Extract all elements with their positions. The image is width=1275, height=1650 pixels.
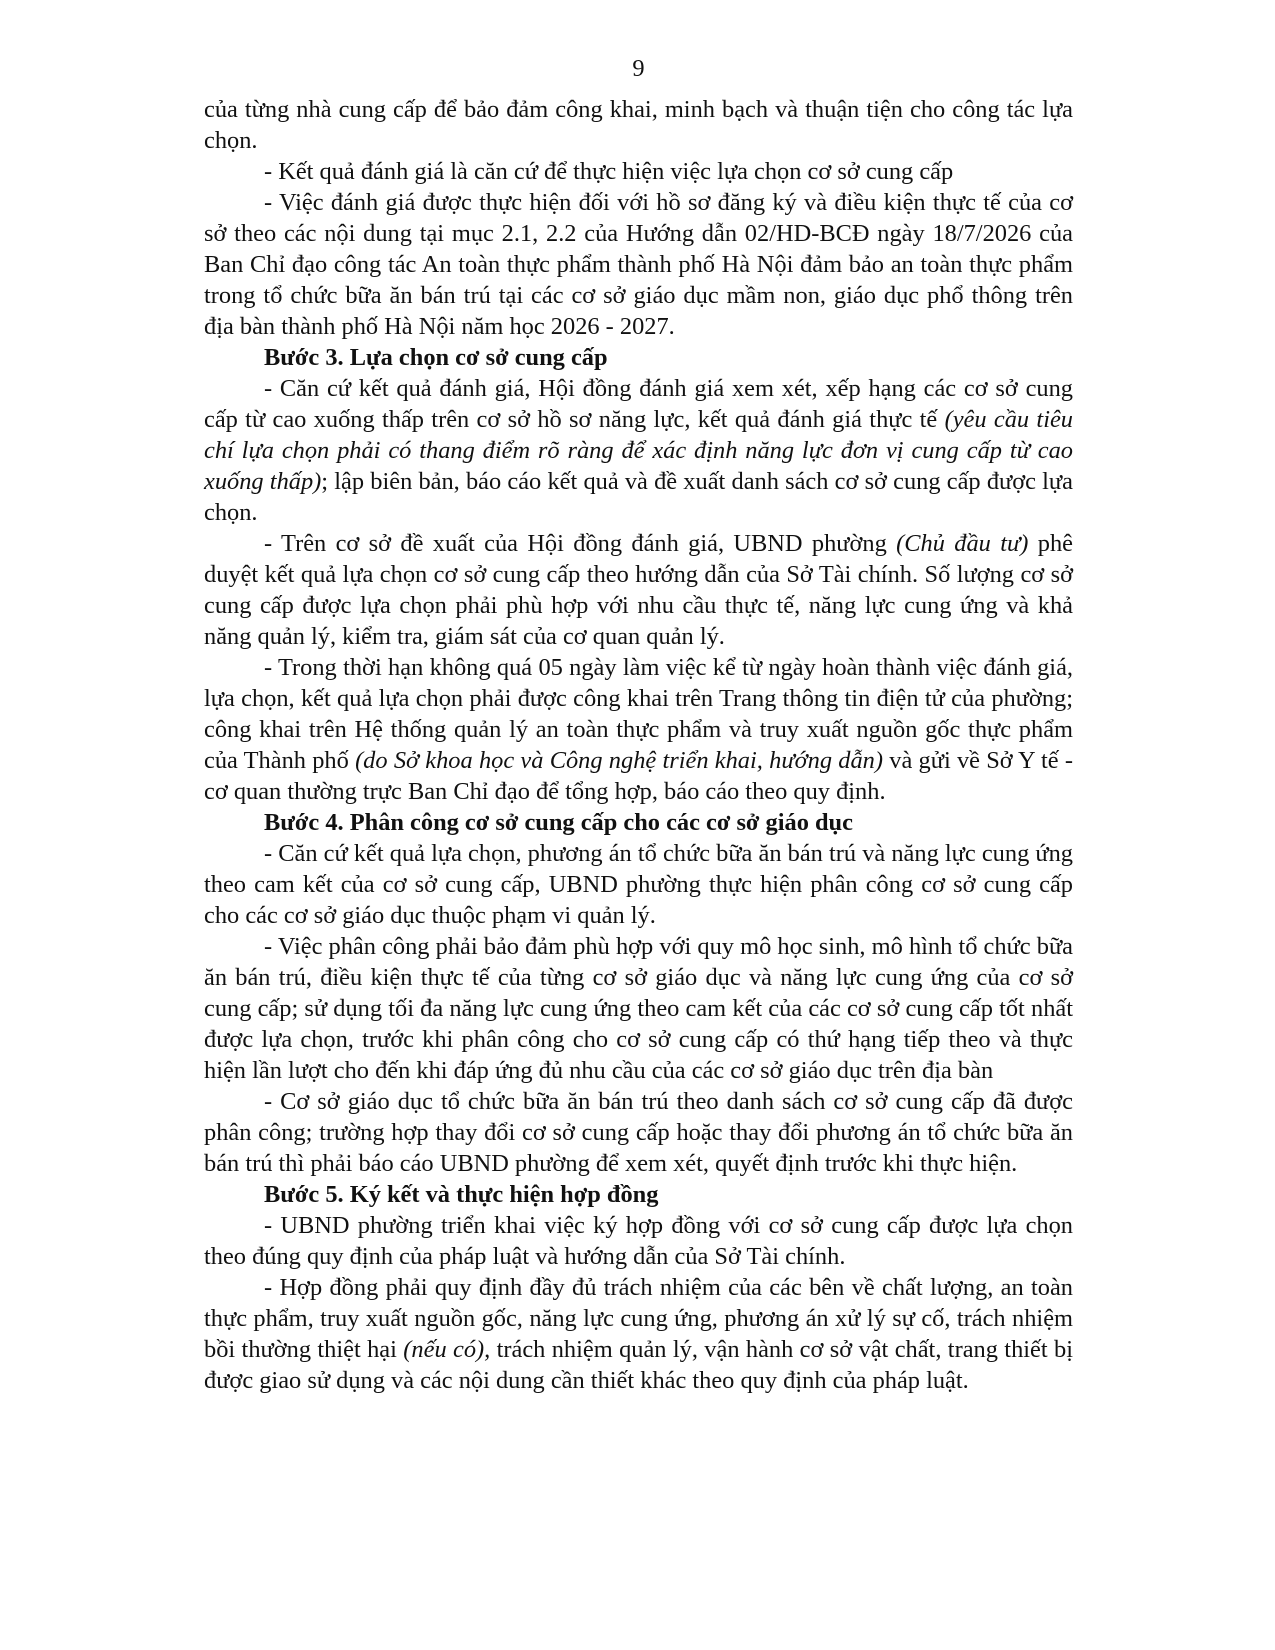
body-paragraph: [204, 1272, 1073, 1396]
body-paragraph: [204, 528, 1073, 652]
text-run: ; lập biên bản, báo cáo kết quả và đề xuất danh sách cơ sở cung cấp được lựa chọn.: [204, 468, 1073, 526]
body-paragraph: [204, 652, 1073, 807]
document-body: [204, 94, 1073, 1396]
text-run: - Cơ sở giáo dục tổ chức bữa ăn bán trú theo danh sách cơ sở cung cấp đã được phân công; trường hợp thay đổi cơ sở cung cấp hoặc thay đổi phương án tổ chức bữa ăn bán trú thì phải báo cáo UBND phường để xem xét, quyết định trước khi thực hiện.: [204, 1088, 1073, 1177]
text-run: Bước 4. Phân công cơ sở cung cấp cho các cơ sở giáo dục: [264, 809, 853, 836]
body-paragraph: [204, 373, 1073, 528]
italic-text: (do Sở khoa học và Công nghệ triển khai, hướng dẫn): [355, 747, 883, 774]
body-paragraph: [204, 187, 1073, 342]
text-run: Bước 5. Ký kết và thực hiện hợp đồng: [264, 1181, 659, 1208]
text-run: - Việc đánh giá được thực hiện đối với hồ sơ đăng ký và điều kiện thực tế của cơ sở theo các nội dung tại mục 2.1, 2.2 của Hướng dẫn 02/HD-BCĐ ngày 18/7/2026 của Ban Chỉ đạo công tác An toàn thực phẩm thành phố Hà Nội đảm bảo an toàn thực phẩm trong tổ chức bữa ăn bán trú tại các cơ sở giáo dục mầm non, giáo dục phổ thông trên địa bàn thành phố Hà Nội năm học 2026 - 2027.: [204, 189, 1073, 340]
document-page: [204, 50, 1073, 1396]
page-number: 9: [632, 55, 645, 82]
text-run: - UBND phường triển khai việc ký hợp đồng với cơ sở cung cấp được lựa chọn theo đúng quy định của pháp luật và hướng dẫn của Sở Tài chính.: [204, 1212, 1073, 1270]
section-heading: [204, 342, 1073, 373]
body-paragraph: [204, 1086, 1073, 1179]
body-paragraph: [204, 931, 1073, 1086]
text-run: - Trong thời hạn không quá 05 ngày làm việc kể từ ngày hoàn thành việc đánh giá, lựa chọn, kết quả lựa chọn phải được công khai trên Trang thông tin điện tử của phường; công khai trên Hệ thống quản lý an toàn thực phẩm và truy xuất nguồn gốc thực phẩm của Thành phố: [204, 654, 1073, 774]
body-paragraph: [204, 94, 1073, 156]
body-paragraph: [204, 1210, 1073, 1272]
text-run: - Kết quả đánh giá là căn cứ để thực hiện việc lựa chọn cơ sở cung cấp: [264, 158, 954, 185]
body-paragraph: [204, 838, 1073, 931]
text-run: phê duyệt kết quả lựa chọn cơ sở cung cấp theo hướng dẫn của Sở Tài chính. Số lượng cơ sở cung cấp được lựa chọn phải phù hợp với nhu cầu thực tế, năng lực cung ứng và khả năng quản lý, kiểm tra, giám sát của cơ quan quản lý.: [204, 530, 1073, 650]
italic-text: (yêu cầu tiêu chí lựa chọn phải có thang điểm rõ ràng để xác định năng lực đơn vị cung cấp từ cao xuống thấp): [204, 406, 1073, 495]
text-run: - Căn cứ kết quả lựa chọn, phương án tổ chức bữa ăn bán trú và năng lực cung ứng theo cam kết của cơ sở cung cấp, UBND phường thực hiện phân công cơ sở cung cấp cho các cơ sở giáo dục thuộc phạm vi quản lý.: [204, 840, 1073, 929]
text-run: trách nhiệm quản lý, vận hành cơ sở vật chất, trang thiết bị được giao sử dụng và các nội dung cần thiết khác theo quy định của pháp luật.: [204, 1336, 1073, 1394]
text-run: của từng nhà cung cấp để bảo đảm công khai, minh bạch và thuận tiện cho công tác lựa chọn.: [204, 96, 1073, 154]
text-run: - Hợp đồng phải quy định đầy đủ trách nhiệm của các bên về chất lượng, an toàn thực phẩm, truy xuất nguồn gốc, năng lực cung ứng, phương án xử lý sự cố, trách nhiệm bồi thường thiệt hại: [204, 1274, 1073, 1363]
text-run: Bước 3. Lựa chọn cơ sở cung cấp: [264, 344, 608, 371]
text-run: - Việc phân công phải bảo đảm phù hợp với quy mô học sinh, mô hình tổ chức bữa ăn bán trú, điều kiện thực tế của từng cơ sở giáo dục và năng lực cung ứng của cơ sở cung cấp; sử dụng tối đa năng lực cung ứng theo cam kết của các cơ sở cung cấp tốt nhất được lựa chọn, trước khi phân công cho cơ sở cung cấp có thứ hạng tiếp theo và thực hiện lần lượt cho đến khi đáp ứng đủ nhu cầu của các cơ sở giáo dục trên địa bàn: [204, 933, 1073, 1084]
text-run: - Trên cơ sở đề xuất của Hội đồng đánh giá, UBND phường: [264, 530, 897, 557]
text-run: - Căn cứ kết quả đánh giá, Hội đồng đánh giá xem xét, xếp hạng các cơ sở cung cấp từ cao xuống thấp trên cơ sở hồ sơ năng lực, kết quả đánh giá thực tế: [204, 375, 1073, 433]
body-paragraph: [204, 156, 1073, 187]
section-heading: [204, 807, 1073, 838]
text-run: và gửi về Sở Y tế - cơ quan thường trực Ban Chỉ đạo để tổng hợp, báo cáo theo quy định.: [204, 747, 1073, 805]
section-heading: [204, 1179, 1073, 1210]
italic-text: (Chủ đầu tư): [896, 530, 1029, 557]
italic-text: (nếu có),: [403, 1336, 491, 1363]
